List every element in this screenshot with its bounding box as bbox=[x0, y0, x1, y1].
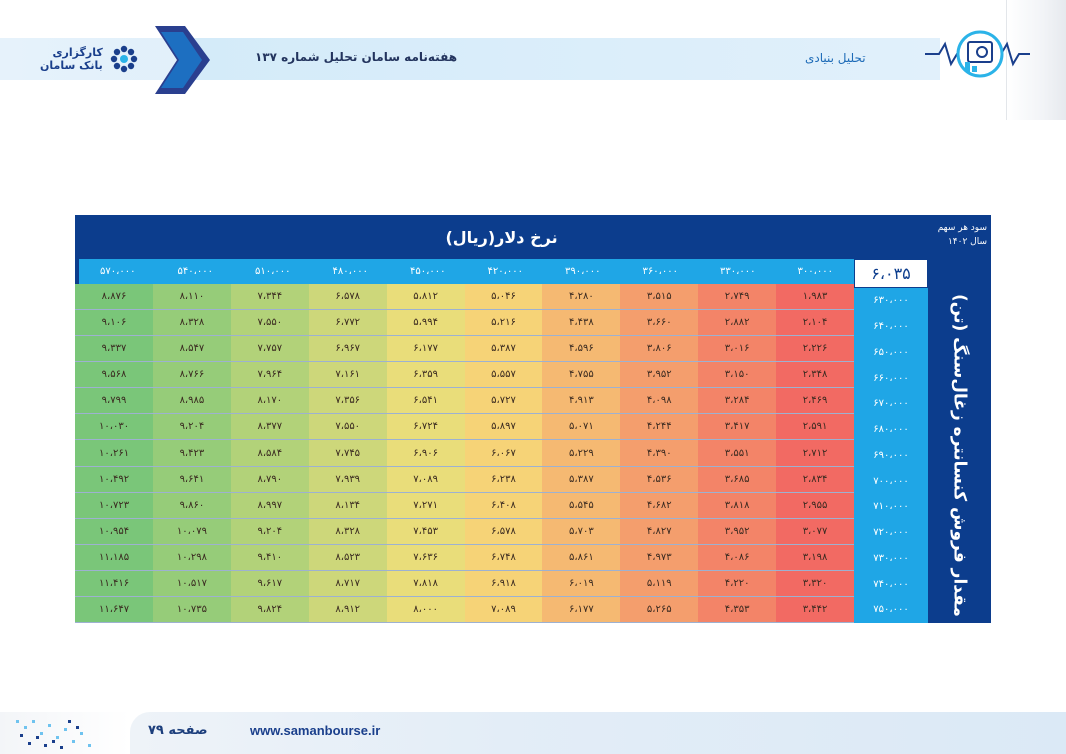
row-header-column bbox=[854, 288, 928, 623]
table-cell: ۵،۷۰۳ bbox=[542, 519, 620, 544]
table-cell: ۱،۹۸۳ bbox=[776, 284, 854, 309]
table-cell: ۶،۷۴۸ bbox=[465, 545, 543, 570]
table-cell: ۸،۸۷۶ bbox=[75, 284, 153, 309]
row-header: ۶۵۰،۰۰۰ bbox=[873, 346, 909, 358]
table-cell: ۳،۱۵۰ bbox=[698, 362, 776, 387]
table-row bbox=[75, 571, 854, 597]
table-cell: ۶،۷۷۲ bbox=[309, 310, 387, 335]
table-row bbox=[75, 362, 854, 388]
table-cell: ۷،۹۳۹ bbox=[309, 467, 387, 492]
magazine-title: هفته‌نامه سامان تحلیل شماره ۱۳۷ bbox=[255, 50, 458, 64]
table-row bbox=[75, 284, 854, 310]
table-cell: ۹،۶۱۷ bbox=[231, 571, 309, 596]
table-cell: ۴،۴۳۸ bbox=[542, 310, 620, 335]
table-cell: ۸،۵۴۷ bbox=[153, 336, 231, 361]
table-cell: ۶،۰۶۷ bbox=[465, 440, 543, 465]
corner-label-line1: سود هر سهم bbox=[937, 223, 987, 233]
side-label-text: مقدار فروش کنسانتره زغال‌سنگ (تن) bbox=[949, 294, 970, 617]
table-cell: ۱۰،۷۳۵ bbox=[153, 597, 231, 622]
table-cell: ۸،۰۰۰ bbox=[387, 597, 465, 622]
table-cell: ۶،۵۷۸ bbox=[465, 519, 543, 544]
table-cell: ۱۱،۴۱۶ bbox=[75, 571, 153, 596]
table-cell: ۹،۴۲۳ bbox=[153, 440, 231, 465]
table-cell: ۳،۹۵۲ bbox=[698, 519, 776, 544]
table-cell: ۵،۹۹۴ bbox=[387, 310, 465, 335]
table-cell: ۱۰،۵۱۷ bbox=[153, 571, 231, 596]
table-cell: ۲،۹۵۵ bbox=[776, 493, 854, 518]
column-header: ۳۹۰،۰۰۰ bbox=[544, 259, 622, 284]
row-header: ۷۱۰،۰۰۰ bbox=[873, 501, 909, 513]
table-cell: ۵،۵۵۷ bbox=[465, 362, 543, 387]
row-header: ۶۹۰،۰۰۰ bbox=[873, 449, 909, 461]
table-cell: ۴،۵۳۶ bbox=[620, 467, 698, 492]
table-cell: ۶،۴۰۸ bbox=[465, 493, 543, 518]
table-cell: ۴،۳۹۰ bbox=[620, 440, 698, 465]
logo bbox=[40, 40, 150, 78]
table-cell: ۸،۹۱۲ bbox=[309, 597, 387, 622]
table-cell: ۱۰،۰۳۰ bbox=[75, 414, 153, 439]
table-cell: ۵،۸۶۱ bbox=[542, 545, 620, 570]
table-cell: ۳،۸۰۶ bbox=[620, 336, 698, 361]
table-cell: ۱۰،۴۹۲ bbox=[75, 467, 153, 492]
table-cell: ۲،۸۸۲ bbox=[698, 310, 776, 335]
table-cell: ۵،۸۹۷ bbox=[465, 414, 543, 439]
table-cell: ۸،۳۲۸ bbox=[153, 310, 231, 335]
table-row bbox=[75, 310, 854, 336]
table-cell: ۸،۹۸۵ bbox=[153, 388, 231, 413]
logo-line1: کارگزاری bbox=[52, 46, 103, 59]
table-cell: ۵،۳۸۷ bbox=[542, 467, 620, 492]
table-cell: ۵،۲۱۶ bbox=[465, 310, 543, 335]
table-cell: ۴،۲۲۰ bbox=[698, 571, 776, 596]
table-cell: ۴،۲۴۴ bbox=[620, 414, 698, 439]
row-header: ۶۶۰،۰۰۰ bbox=[873, 372, 909, 384]
column-header-row bbox=[75, 259, 928, 284]
table-cell: ۳،۶۸۵ bbox=[698, 467, 776, 492]
table-cell: ۳،۱۹۸ bbox=[776, 545, 854, 570]
table-cell: ۹،۵۶۸ bbox=[75, 362, 153, 387]
table-cell: ۳،۲۸۴ bbox=[698, 388, 776, 413]
table-row bbox=[75, 467, 854, 493]
table-cell: ۷،۷۵۷ bbox=[231, 336, 309, 361]
table-cell: ۳،۸۱۸ bbox=[698, 493, 776, 518]
table-cell: ۵،۲۶۵ bbox=[620, 597, 698, 622]
table-cell: ۴،۰۸۶ bbox=[698, 545, 776, 570]
table-cell: ۷،۸۱۸ bbox=[387, 571, 465, 596]
table-cell: ۷،۰۸۹ bbox=[387, 467, 465, 492]
table-cell: ۶،۲۳۸ bbox=[465, 467, 543, 492]
logo-line2: بانک سامان bbox=[40, 59, 103, 72]
table-cell: ۶،۱۷۷ bbox=[542, 597, 620, 622]
column-header: ۳۶۰،۰۰۰ bbox=[622, 259, 700, 284]
logo-text bbox=[40, 46, 103, 72]
table-row bbox=[75, 388, 854, 414]
table-cell: ۸،۵۲۳ bbox=[309, 545, 387, 570]
row-header: ۶۴۰،۰۰۰ bbox=[873, 321, 909, 333]
table-cell: ۳،۰۷۷ bbox=[776, 519, 854, 544]
table-cell: ۹،۸۶۰ bbox=[153, 493, 231, 518]
table-cell: ۶،۵۷۸ bbox=[309, 284, 387, 309]
table-row bbox=[75, 545, 854, 571]
table-row bbox=[75, 493, 854, 519]
section-title: تحلیل بنیادی bbox=[805, 51, 866, 65]
row-header: ۷۳۰،۰۰۰ bbox=[873, 552, 909, 564]
table-cell: ۴،۳۵۳ bbox=[698, 597, 776, 622]
table-cell: ۴،۸۲۷ bbox=[620, 519, 698, 544]
table-cell: ۳،۰۱۶ bbox=[698, 336, 776, 361]
row-header: ۷۴۰،۰۰۰ bbox=[873, 578, 909, 590]
side-label bbox=[928, 288, 991, 623]
table-cell: ۴،۰۹۸ bbox=[620, 388, 698, 413]
table-cell: ۷،۳۴۴ bbox=[231, 284, 309, 309]
column-header: ۵۱۰،۰۰۰ bbox=[234, 259, 312, 284]
table-cell: ۱۰،۹۵۴ bbox=[75, 519, 153, 544]
table-cell: ۳،۵۵۱ bbox=[698, 440, 776, 465]
table-cell: ۹،۲۰۴ bbox=[153, 414, 231, 439]
table-cell: ۴،۲۸۰ bbox=[542, 284, 620, 309]
table-cell: ۲،۳۴۸ bbox=[776, 362, 854, 387]
table-cell: ۴،۷۵۵ bbox=[542, 362, 620, 387]
table-cell: ۳،۶۶۰ bbox=[620, 310, 698, 335]
table-row bbox=[75, 440, 854, 466]
table-cell: ۸،۳۲۸ bbox=[309, 519, 387, 544]
table-row bbox=[75, 336, 854, 362]
table-cell: ۲،۷۴۹ bbox=[698, 284, 776, 309]
table-cell: ۷،۵۵۰ bbox=[231, 310, 309, 335]
table-cell: ۶،۹۱۸ bbox=[465, 571, 543, 596]
table-row bbox=[75, 414, 854, 440]
row-header: ۷۰۰،۰۰۰ bbox=[873, 475, 909, 487]
chevron-icon bbox=[155, 24, 210, 96]
table-cell: ۱۱،۶۴۷ bbox=[75, 597, 153, 622]
table-cell: ۲،۵۹۱ bbox=[776, 414, 854, 439]
table-row bbox=[75, 597, 854, 623]
table-cell: ۶،۵۴۱ bbox=[387, 388, 465, 413]
column-header: ۵۴۰،۰۰۰ bbox=[157, 259, 235, 284]
table-cell: ۹،۸۲۴ bbox=[231, 597, 309, 622]
table-cell: ۸،۱۷۰ bbox=[231, 388, 309, 413]
table-cell: ۲،۸۳۴ bbox=[776, 467, 854, 492]
table-cell: ۴،۵۹۶ bbox=[542, 336, 620, 361]
page-label: صفحه bbox=[168, 723, 208, 738]
table-cell: ۹،۴۱۰ bbox=[231, 545, 309, 570]
table-cell: ۷،۹۶۴ bbox=[231, 362, 309, 387]
flower-logo-icon bbox=[109, 44, 139, 74]
table-cell: ۵،۵۴۵ bbox=[542, 493, 620, 518]
page-number-value: ۷۹ bbox=[148, 723, 164, 738]
column-header: ۵۷۰،۰۰۰ bbox=[79, 259, 157, 284]
table-cell: ۴،۶۸۲ bbox=[620, 493, 698, 518]
table-cell: ۱۰،۲۶۱ bbox=[75, 440, 153, 465]
table-cell: ۶،۳۵۹ bbox=[387, 362, 465, 387]
table-cell: ۹،۷۹۹ bbox=[75, 388, 153, 413]
corner-label-line2: سال ۱۴۰۲ bbox=[947, 237, 987, 247]
table-cell: ۵،۷۲۷ bbox=[465, 388, 543, 413]
table-cell: ۱۱،۱۸۵ bbox=[75, 545, 153, 570]
table-cell: ۹،۶۴۱ bbox=[153, 467, 231, 492]
eps-value: ۶،۰۳۵ bbox=[854, 259, 928, 288]
table-cell: ۷،۴۵۳ bbox=[387, 519, 465, 544]
table-cell: ۴،۹۱۳ bbox=[542, 388, 620, 413]
table-cell: ۲،۱۰۴ bbox=[776, 310, 854, 335]
page-number bbox=[148, 723, 208, 738]
row-header: ۶۳۰،۰۰۰ bbox=[873, 295, 909, 307]
table-cell: ۱۰،۰۷۹ bbox=[153, 519, 231, 544]
table-cell: ۱۰،۲۹۸ bbox=[153, 545, 231, 570]
table-cell: ۴،۹۷۳ bbox=[620, 545, 698, 570]
table-cell: ۸،۹۹۷ bbox=[231, 493, 309, 518]
table-cell: ۵،۰۷۱ bbox=[542, 414, 620, 439]
table-cell: ۷،۳۵۶ bbox=[309, 388, 387, 413]
table-cell: ۷،۵۵۰ bbox=[309, 414, 387, 439]
table-cell: ۵،۱۱۹ bbox=[620, 571, 698, 596]
table-row bbox=[75, 519, 854, 545]
table-cell: ۶،۷۲۴ bbox=[387, 414, 465, 439]
table-cell: ۶،۰۱۹ bbox=[542, 571, 620, 596]
table-cell: ۲،۴۶۹ bbox=[776, 388, 854, 413]
table-cell: ۷،۲۷۱ bbox=[387, 493, 465, 518]
table-cell: ۷،۶۳۶ bbox=[387, 545, 465, 570]
table-cell: ۸،۷۶۶ bbox=[153, 362, 231, 387]
table-cell: ۵،۰۴۶ bbox=[465, 284, 543, 309]
table-cell: ۹،۲۰۴ bbox=[231, 519, 309, 544]
table-cell: ۳،۴۱۷ bbox=[698, 414, 776, 439]
table-cell: ۹،۳۳۷ bbox=[75, 336, 153, 361]
column-header: ۳۰۰،۰۰۰ bbox=[777, 259, 855, 284]
table-cell: ۶،۹۶۷ bbox=[309, 336, 387, 361]
table-cell: ۸،۷۹۰ bbox=[231, 467, 309, 492]
dots-pattern-icon bbox=[10, 714, 120, 752]
table-cell: ۶،۹۰۶ bbox=[387, 440, 465, 465]
table-cell: ۵،۲۲۹ bbox=[542, 440, 620, 465]
table-cell: ۷،۷۴۵ bbox=[309, 440, 387, 465]
table-cell: ۳،۹۵۲ bbox=[620, 362, 698, 387]
table-cell: ۳،۵۱۵ bbox=[620, 284, 698, 309]
table-cell: ۸،۱۳۴ bbox=[309, 493, 387, 518]
table-cell: ۶،۱۷۷ bbox=[387, 336, 465, 361]
column-header: ۳۳۰،۰۰۰ bbox=[699, 259, 777, 284]
table-cell: ۸،۱۱۰ bbox=[153, 284, 231, 309]
sensitivity-table bbox=[75, 215, 991, 623]
row-header: ۷۵۰،۰۰۰ bbox=[873, 604, 909, 616]
website-link[interactable]: www.samanbourse.ir bbox=[250, 723, 381, 738]
table-title: نرخ دلار(ریال) bbox=[75, 215, 928, 259]
column-header: ۴۸۰،۰۰۰ bbox=[312, 259, 390, 284]
row-header: ۷۲۰،۰۰۰ bbox=[873, 527, 909, 539]
table-cell: ۲،۲۲۶ bbox=[776, 336, 854, 361]
table-cell: ۲،۷۱۲ bbox=[776, 440, 854, 465]
row-header: ۶۸۰،۰۰۰ bbox=[873, 424, 909, 436]
analysis-chart-icon bbox=[925, 22, 1030, 92]
table-cell: ۸،۳۷۷ bbox=[231, 414, 309, 439]
table-cell: ۸،۷۱۷ bbox=[309, 571, 387, 596]
column-header: ۴۵۰،۰۰۰ bbox=[389, 259, 467, 284]
table-cell: ۷،۱۶۱ bbox=[309, 362, 387, 387]
value-grid bbox=[75, 284, 854, 623]
row-header: ۶۷۰،۰۰۰ bbox=[873, 398, 909, 410]
table-cell: ۵،۳۸۷ bbox=[465, 336, 543, 361]
table-cell: ۷،۰۸۹ bbox=[465, 597, 543, 622]
table-cell: ۱۰،۷۲۳ bbox=[75, 493, 153, 518]
column-header: ۴۲۰،۰۰۰ bbox=[467, 259, 545, 284]
table-cell: ۳،۳۲۰ bbox=[776, 571, 854, 596]
table-cell: ۳،۴۴۲ bbox=[776, 597, 854, 622]
table-cell: ۵،۸۱۲ bbox=[387, 284, 465, 309]
corner-label bbox=[928, 215, 991, 259]
table-cell: ۸،۵۸۴ bbox=[231, 440, 309, 465]
table-cell: ۹،۱۰۶ bbox=[75, 310, 153, 335]
